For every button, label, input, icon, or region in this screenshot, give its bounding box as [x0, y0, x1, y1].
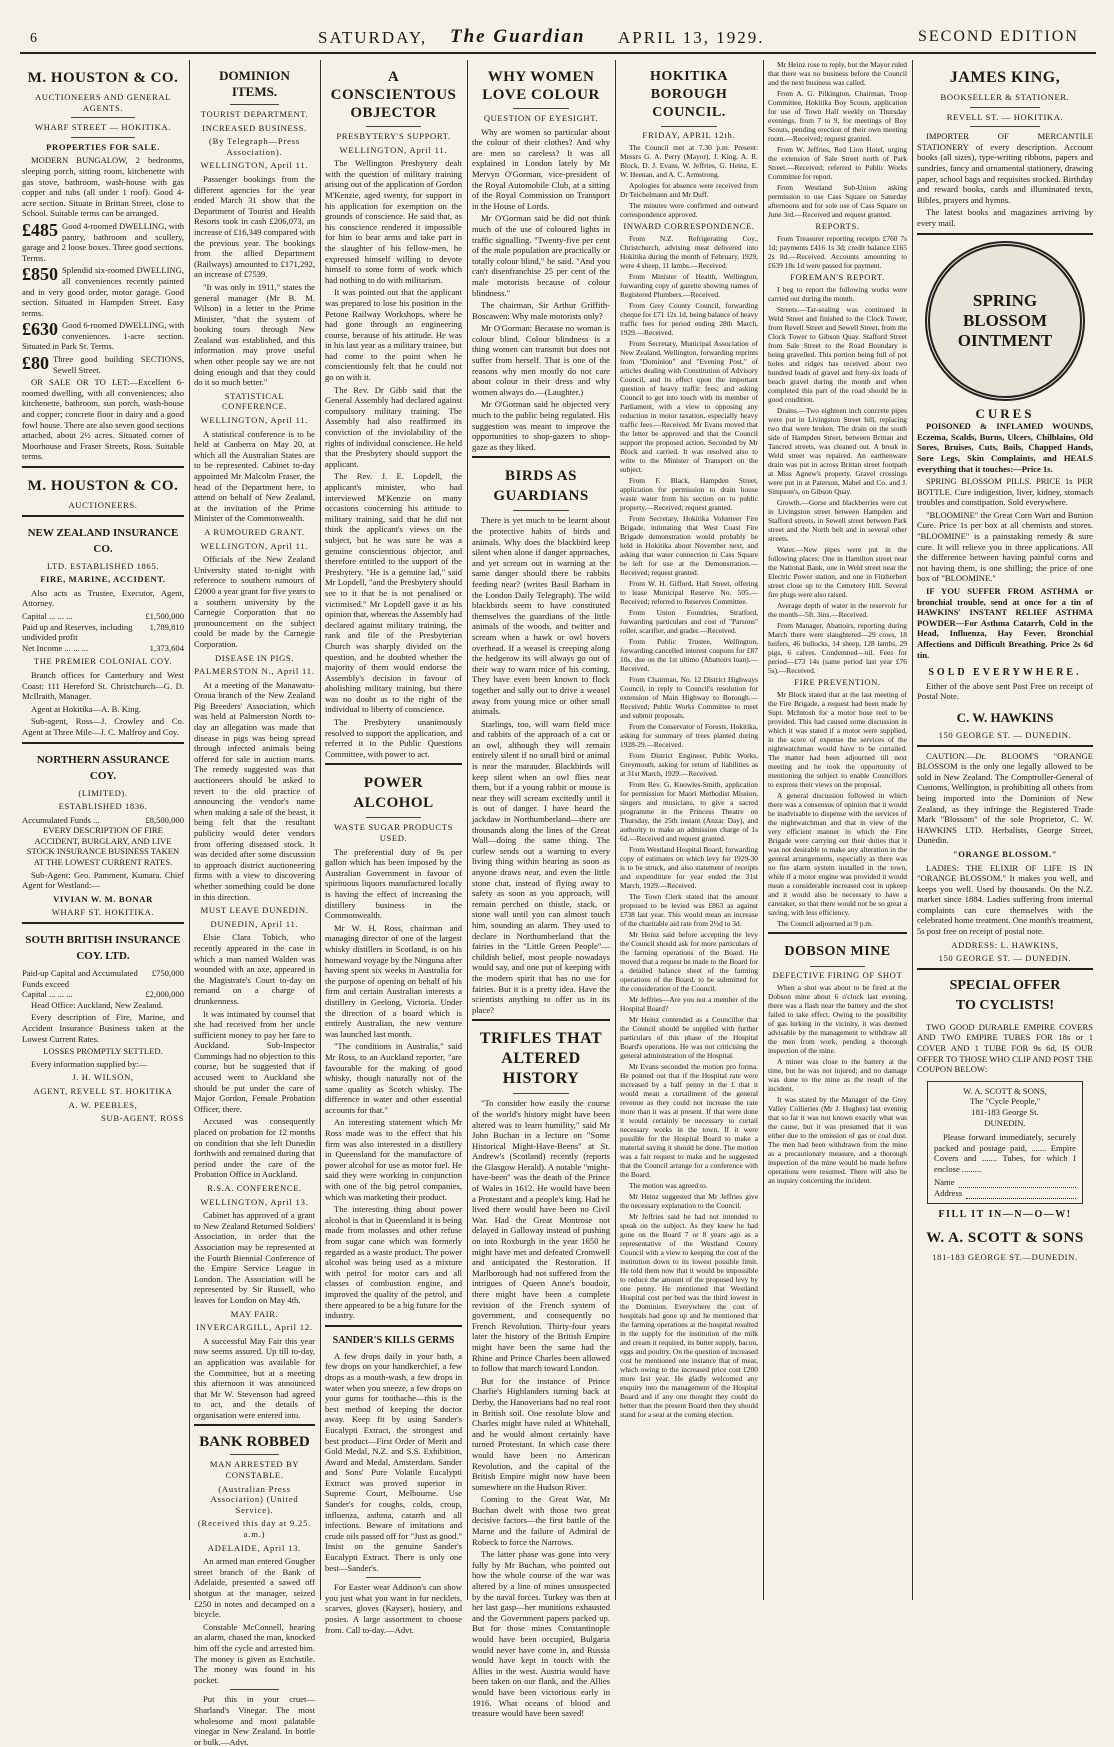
article-paragraph: Streets.—Tar-sealing was continued in Weld Street and finished to the Clock Tower, from Revell Street and Sewell Street, from the Clock Tower to Gibson Quay. Stafford Street from Sale Street to the Road Boundary is being gravelled. This portion being full of pot holes and ridges has received about two hundred loads of gravel and forty-six loads of beach gravel during the month and when completed this part of the road should be in good condition.	[768, 305, 907, 404]
advertiser-heading: M. HOUSTON & CO.	[27, 478, 179, 494]
finance-row: Accumulated Funds ... £8,500,000	[22, 814, 184, 825]
dateline: WELLINGTON, April 11.	[200, 540, 309, 551]
article-paragraph: Mr Jeffries—Are you not a member of the Hospital Board?	[620, 995, 758, 1013]
divider	[661, 126, 716, 127]
dateline: WELLINGTON, April 11.	[200, 160, 309, 171]
article-paragraph: A miner was close to the battery at the time, but he was not injured; and no damage was done to the mine as the result of the incident.	[768, 1057, 907, 1093]
advertiser-heading: W. A. SCOTT & SONS	[926, 1230, 1084, 1247]
advert-text: "BLOOMINE" the Great Corn Wart and Bunion Cure. Price 1s per box at all chemists and stores. "BLOOMINE" is a painstaking remedy & sure cure. It will relieve you in three applications. All the difference between having painful corns and not having them, is one shilling; the price of one box of "BLOOMINE."	[917, 509, 1093, 584]
advert-text: Branch offices for Canterbury and West Coast: 111 Hereford St. Christchurch—G. D. McIlraith, Manager.	[22, 669, 184, 702]
divider	[472, 1019, 610, 1021]
divider	[366, 126, 421, 127]
article-paragraph: From Secretary, Hokitika Volunteer Fire Brigade, intimating that West Coast Fire Brigade demonstration would probably be held in Hokitika about November next, and asking that water connection in Cass Square be left for use at the Demonstration.—Received; request granted.	[620, 514, 758, 577]
divider	[513, 1093, 568, 1094]
masthead-day: SATURDAY,	[318, 28, 428, 47]
agent-name: A. W. PEEBLES,	[68, 1099, 138, 1110]
article-paragraph: From Westland Hospital Board, forwarding copy of estimates on which levy for 1929-30 is to be struck, and also statement of receipts and expenditure for year ended the 31st March, 1929.—Received.	[620, 845, 758, 890]
property-price: £630	[22, 319, 58, 340]
article-paragraph: Mr O'Gorman: Because no woman is colour blind. Colour blindness is a thing women can transmit but does not suffer from herself. That is one of the reasons why men mostly do not care about colour in their dress and why women always do.—(Laughter.)	[472, 323, 610, 397]
article-headline: HOKITIKA BOROUGH COUNCIL.	[650, 69, 728, 120]
advert-text: IF YOU SUFFER FROM ASTHMA or bronchial trouble, send at once for a tin of HAWKINS' INSTANT RELIEF ASTHMA POWDER—For Asthma Catarrh, Cold in the Head, Influenza, Hay Fever, Bronchial Affections and Difficult Breathing. Price 2s 6d tin.	[917, 586, 1093, 660]
article-paragraph: The interesting thing about power alcohol is that in Queensland it is being made from molasses and other refuse from sugar cane which was formerly regarded as a waste product. The power alcohol was being used as a mixture with petrol for motor cars and all classes of combustion engine, and improved the quality of the petrol, and there appeared to be a big future for the industry.	[325, 1204, 462, 1321]
article-paragraph: Elsie Clara Tobich, who recently appeared in the case in which a man named Walden was wounded with an axe, appeared in the Magistrate's Court to-day on remand on a charge of drunkenness.	[194, 932, 315, 1006]
subhead: DISEASE IN PIGS.	[214, 652, 295, 663]
property-listing: Good 4-roomed DWELLING, with pantry, bathroom and scullery, garage and 2 loose boxes. Three good sections. Terms.	[22, 220, 184, 263]
article-paragraph: The Council adjourned at 9 p.m.	[777, 919, 873, 928]
advert-text: Sub-agent, Ross—J. Crowley and Co. Agent at Three Mile—J. C. Malfroy and Coy.	[22, 716, 184, 737]
advert-text: ADDRESS: L. HAWKINS,	[951, 939, 1059, 950]
article-paragraph: From District Engineer, Public Works, Greymouth, asking for return of liabilities as at 31st March, 1929.—Received.	[620, 751, 758, 778]
agent-address: SUB-AGENT. ROSS	[101, 1113, 184, 1124]
divider	[513, 510, 568, 511]
advert-text: THE PREMIER COLONIAL COY.	[33, 656, 173, 667]
article-paragraph: From Manager, Abattoirs, reporting during March there were slaughtered—29 cows, 18 heifers, 46 bullocks, 14 sheep, 128 lambs, 29 pigs, 6 calves. Condemned—nil. Fees for period—£73 14s (same period last year £76 5s).—Received.	[768, 621, 907, 675]
coupon-name-field[interactable]: Name	[934, 1177, 1076, 1188]
advert-text: CAUTION.—Dr. BLOOM'S "ORANGE BLOSSOM is the only one legally allowed to be sold in New Zealand. The Comptroller-General of Customs, Wellington, is prohibiting all others from being imported into the Dominion of New Zealand, as they infringe the Registered Trade Mark "Blossom" of the sole Proprietor, C. W. HAWKINS LTD. Herbalists, George Street, Dunedin.	[917, 750, 1093, 846]
article-paragraph: From W. Jeffries, Red Lion Hotel, urging the extension of Sale Street north of Park Street.—Received; referred to Public Works Committee for report.	[768, 145, 907, 181]
advertiser-subtitle: AUCTIONEERS.	[68, 500, 138, 510]
subhead: FOREMAN'S REPORT.	[790, 272, 885, 282]
article-paragraph: Mr O'Gorman said he objected very much to the public being regulated. His suggestion was meant to improve the opportunities to shop-gazers to shop-gaze as they liked.	[472, 399, 610, 452]
property-listing: Splendid six-roomed DWELLING, all conveniences recently painted and in very good order, motor garage. Good section. Situated in Hampden Street. Easy terms.	[22, 265, 184, 318]
article-paragraph: The Rev. J. E. Lopdell, the applicant's minister, who had interviewed M'Kenzie on many occasions concerning his attitude to military training, said that he did not think the applicant's views on the subject, but he was sure he was a genuine conscientious objector, and therefore entitled to the support of the Presbytery. "He is a genuine lad," said Mr Lopdell, "and the Presbytery should see to it that he is not penalised or victimised." Mr Lopdell gave it as his opinion that, whereas the Assembly had declared against military training, the rank and file of the Presbyterian Church was sharply divided on the question, and he doubted whether the majority of them would endorse the Assembly's decision in favour of abolishing military training, but there was no doubt as to the right of the individual to liberty of conscience.	[325, 471, 462, 715]
advert-headline: SPECIAL OFFER TO CYCLISTS!	[949, 977, 1061, 1013]
column-divider	[912, 60, 913, 1600]
advert-text: TWO GOOD DURABLE EMPIRE COVERS AND TWO EMPIRE TUBES FOR 18s or 1 COVER AND 1 TUBE FOR 9s 6d, IS OUR OFFER TO THOSE WHO CLIP AND POST THE COUPON BELOW:	[917, 1021, 1093, 1075]
article-paragraph: Mr O'Gorman said he did not think much of the use of coloured lights in traffic signalling. "Twenty-five per cent of the male population are practically or totally colour blind," he said. "And you can't disenfranchise 25 per cent of the male motorists because of colour blindness."	[472, 213, 610, 298]
advertiser-subtitle: BOOKSELLER & STATIONER.	[940, 92, 1070, 102]
article-headline: DOMINION ITEMS.	[219, 68, 290, 99]
advert-text: For Easter wear Addison's can show you just what you want in fur necklets, scarves, gloves (Kayser), hosiery, and posies. A large assortment to choose from. Call to-day.—Advt.	[325, 1582, 462, 1635]
subhead: INWARD CORRESPONDENCE.	[623, 221, 755, 231]
page-number: 6	[30, 31, 39, 46]
divider	[71, 117, 136, 118]
article-paragraph: Coming to the Great War, Mr Buchan dwelt with those two great decisive factors—the first battle of the Marne and the failure of Admiral de Robeck to force the Narrows.	[472, 1494, 610, 1547]
subhead: MAY FAIR.	[230, 1308, 279, 1319]
article-paragraph: "It was only in 1911," states the general manager (Mr B. M. Wilson) in a letter to the Prime Minister, "that the system of booking tours through New Zealand was established, and this information may prove useful when other people say we are not doing enough and that they could do it so much better."	[194, 281, 315, 388]
divider	[810, 966, 866, 967]
agent-name: J. H. WILSON,	[72, 1072, 134, 1083]
advert-text: IMPORTER OF MERCANTILE STATIONERY of every description. Account books (all sizes), type-writing ribbons, papers and sundries, fancy and ornamental stationery, drawing paper, school bags and requisites stocked. Birthday and reward books, cards and illuminated texts, Bibles, prayers and hymns.	[917, 131, 1093, 205]
article-paragraph: Accused was consequently placed on probation for 12 months on condition that she left Dunedin forthwith and remained during that period under the care of the Probation Office in Auckland.	[194, 1116, 315, 1180]
subhead: STATISTICAL CONFERENCE.	[221, 390, 288, 412]
divider	[71, 137, 136, 138]
property-price: £80	[22, 353, 49, 374]
article-headline: A CONSCIENTOUS OBJECTOR	[330, 69, 457, 121]
dateline: WELLINGTON, April 11.	[339, 144, 448, 155]
finance-row: Net Income ... ... ... 1,373,604	[22, 642, 184, 653]
article-paragraph: It was intimated by counsel that she had received from her uncle sufficient money to pay her fare to Auckland. Sub-Inspector Cummings had no objection to this course, but he suggested that if accused went to Auckland she should be put under the care of Major Gordon, Female Probation Officer, there.	[194, 1008, 315, 1114]
advert-text: LOSSES PROMPTLY SETTLED.	[43, 1046, 163, 1057]
divider	[472, 456, 610, 458]
masthead	[0, 0, 1114, 58]
divider	[366, 1577, 421, 1578]
article-paragraph: From Chairman, No. 12 District Highways Council, in reply to Council's resolution for extension of Main Highway to Borough.—Received; Public Works Committee to meet and submit proposals.	[620, 675, 758, 720]
article-paragraph: It was stated by the Manager of the Grey Valley Collieries (Mr J. Hughes) last evening that so far it was not known exactly what was the cause, but it was presumed that it was either due to the omission of gas or coal dust. The men had been withdrawn from the mine as a precautionary measure, and a thorough inspection of the mine would be made before operations were resumed. There will also be an inquiry concerning the incident.	[768, 1095, 907, 1185]
advertiser-heading: JAMES KING,	[949, 69, 1061, 86]
article-headline: DOBSON MINE	[784, 944, 891, 959]
article-paragraph: The minutes were confirmed and outward correspondence approved.	[620, 201, 758, 219]
coupon-address: The "Cycle People,"	[969, 1096, 1041, 1107]
coupon-box[interactable]	[927, 1081, 1083, 1204]
article-paragraph: The latter phase was gone into very fully by Mr Buchan, who pointed out how the whole course of the war was altered by a line of mines unsuspected by the naval forces. Turkey was then at her last gasp—her munitions exhausted and the Government papers packed up. But for those mines Constantinople would have been occupied, Bulgaria would never have come in, and Russia would have kept in touch with the Allies in the west. Austria would have been taken on our flank, and the Allies would have been victorious early in 1916. What oceans of blood and treasure would have been saved!	[472, 1549, 610, 1719]
advert-headline: SANDER'S KILLS GERMS	[332, 1334, 455, 1346]
article-paragraph: The Council met at 7.30 p.m. Present: Messrs G. A. Perry (Mayor), J. King, A. R. Block, D. J. Evans, W. Jeffries, G. Heinz, E. W. Heenan, and A. C. Armstrong.	[620, 143, 758, 179]
article-paragraph: Constable McConnell, hearing an alarm, chased the man, knocked him off the cycle and arrested him. The money is given as Estchstile. The money was found in his pocket.	[194, 1621, 315, 1685]
article-paragraph: From Westland Sub-Union asking permission to use Cass Square on Saturday afternoons and for sole use of Cass Square on June 3rd.—Received and request granted.	[768, 183, 907, 219]
column-3-articles	[325, 60, 462, 1635]
divider	[970, 107, 1040, 108]
advert-text: A few drops daily in your bath, a few drops on your handkerchief, a few drops as a mouth-wash, a few drops in water when you sneeze, a few drops on your gums for toothache—this is the best method of keeping the doctor away. Keep fit by using Sander's Eucalypti Extract, the strongest and best product—First Order of Merit and Gold Medal, N.Z. and S.S. Exhibition, Award and Medal, Amsterdam. Sander and Sons' Pure Volatile Eucalypti Extract was proved superior in Supreme Court, Melbourne. Use Sander's for coughs, colds, croup, influenza, asthma, catarrh and all infections. Beware of imitations and crude oils passed off for "Just as good." Insist on the genuine Sander's Eucalypti Extract. There is only one best—Sander's.	[325, 1350, 462, 1573]
article-paragraph: There is yet much to be learnt about the protective habits of birds and animals. Why does the blackbird keep silent when alone if danger approaches, and yet scream out in warning at the same danger should there be rabbits feeding near? (writes Basil Barham in the London Daily Telegraph). The wild blackbirds seem to have constituted themselves the guardians of the little animals of the woods, and twitter and scream when a hawk or owl hovers overhead. If a weasel is creeping along the hedgerow its will always go out of their way to warn mice of his coming. They have even been known to flock together and sally out to drive a weasel away from young mice or other small animals.	[472, 515, 610, 717]
article-headline: BANK ROBBED	[199, 1434, 310, 1451]
subhead: A RUMOURED GRANT.	[204, 526, 305, 537]
divider	[513, 108, 568, 109]
advert-text: Agent at Hokitika—A. B. King.	[31, 703, 142, 714]
finance-row: Capital ... ... ... £1,500,000	[22, 610, 184, 621]
advertiser-heading: SOUTH BRITISH INSURANCE COY. LTD.	[25, 934, 181, 963]
advertiser-address: WHARF STREET — HOKITIKA.	[35, 122, 171, 133]
agent-address: WHARF ST. HOKITIKA.	[51, 907, 155, 918]
article-paragraph: From N.Z. Refrigerating Coy., Christchurch, advising meat delivered into Hokitika during the month of February, 1929, were 4 sheep, 11 lambs.—Received.	[620, 234, 758, 270]
article-paragraph: From Rev. G. Knowles-Smith, application for permission for Maori Methodist Mission, singers and musicians, to give a sacred programme in the Princess Theatre on Thursday, the 25th instant (Anzac Day), and authority to make an admission charge of 1s 6d.—Received and request granted.	[620, 780, 758, 843]
property-listing: OR SALE OR TO LET:—Excellent 6-roomed dwelling, with all conveniences; also kitchenette, bathroom, sun porch, wash-house and copper; concrete floor in dairy and a good fowl house. There are also seven good sections attached, about 2½ acres. Situated corner of Moorhouse and Fraser Streets, Ross. Suitable terms.	[22, 377, 184, 462]
article-headline: WHY WOMEN LOVE COLOUR	[482, 69, 600, 103]
advert-text: Sub-Agent: Geo. Pamment, Kumara. Chief Agent for Westland:—	[22, 869, 184, 891]
byline: (Australian Press Association) (United Service).	[210, 1483, 299, 1515]
subhead: INCREASED BUSINESS.	[202, 122, 307, 133]
property-price: £850	[22, 264, 58, 285]
subhead: DEFECTIVE FIRING OF SHOT	[772, 970, 903, 980]
article-paragraph: But for the instance of Prince Charlie's Highlanders turning back at Derby, the Hanoverians had no real root in British soil. One resolute blow and Charles might have ruled at Whitehall, and he would almost certainly have turned Protestant. In which case there would have been no American Revolution, and the capital of the British Empire might now have been somewhere on the Hudson River.	[472, 1375, 610, 1492]
advertiser-address: 150 GEORGE ST. — DUNEDIN.	[938, 953, 1072, 964]
divider	[22, 742, 184, 744]
article-paragraph: Mr Block stated that at the last meeting of the Fire Brigade, a request had been made by Supt. McIntosh for a motor hose reel to be provided. This had caused some discussion in which it was stated if a motor were supplied, in the score of expense the services of the nightwatchman would have to be curtailed. The matter had been adjourned till next meeting and he took the opportunity of mentioning the subject to enable Councillors to express their views on the proposal.	[768, 690, 907, 789]
coupon-address: W. A. SCOTT & SONS,	[963, 1085, 1047, 1096]
coupon-text: Please forward immediately, securely packed and postage paid, ....... Empire Covers and ....... Tubes, for which I enclose .........	[934, 1132, 1076, 1174]
divider	[325, 1325, 462, 1327]
advert-text: The latest books and magazines arriving by every mail.	[917, 207, 1093, 228]
article-paragraph: Why are women so particular about the colour of their clothes? And why are men so careless? It was all explained in London lately by Mr Mervyn O'Gorman, vice-president of the Royal Automobile Club, at a sitting of the Royal Commission on Transport in the House of Lords.	[472, 126, 610, 211]
article-paragraph: The Town Clerk stated that the amount proposed to be levied was £863 as against £738 last year. This would mean an increase of the charitable aid rate from 2½d to 3d.	[620, 892, 758, 928]
finance-row: Capital ... ... ... £2,000,000	[22, 989, 184, 1000]
advertiser-heading: NORTHERN ASSURANCE COY.	[36, 753, 170, 782]
article-paragraph: Mr Jeffries said he had not intended to speak on the subject. As they knew he had gone on the Board 7 or 8 years ago as a representative of the Westland County Council with a view to keeping the cost of the institution down to its lowest possible limit. He told them now that it would be impossible to reduce the amount of the proposed levy by one penny. He mentioned that Westland Hospital cost per bed was the third lowest in the Dominion. Everywhere the cost of hospitals had gone up and he mentioned that the farming operations at the hospital resulted in the supply for the institution of the milk and cream it required, its butter supply, bacon, eggs and poultry. On the question of increased cost he mentioned one instance that of meat, which owing to the increased price cost £200 more last year. He gladly welcomed any enquiry into the management of the Hospital Board and if any one thought they could do better than the present Board then they should stand for a seat at the coming election.	[620, 1212, 758, 1419]
byline: (Received this day at 9.25. a.m.)	[197, 1518, 312, 1540]
coupon-address-field[interactable]: Address	[934, 1188, 1076, 1199]
article-paragraph: From Union Foundries, Stratford, forwarding particulars and cost of "Parsons" roller, scarifier, and grader.—Received.	[620, 608, 758, 635]
subhead: QUESTION OF EYESIGHT.	[483, 113, 599, 123]
advert-text: Either of the above sent Post Free on receipt of Postal Note.	[917, 680, 1093, 702]
article-paragraph: Mr Heinz rose to reply, but the Mayor ruled that there was no business before the Council and the next business was called.	[768, 60, 907, 87]
advertiser-subtitle: (LIMITED).	[78, 787, 128, 798]
article-paragraph: The Rev. Dr Gibb said that the General Assembly had declared against compulsory military training. The Assembly had also reaffirmed its conviction of the inviolability of the rights of individual conscience. He held that the Presbytery should support the applicant.	[325, 384, 462, 469]
property-listing: MODERN BUNGALOW, 2 bedrooms, sleeping porch, sitting room, kitchenette with gas stove, bathroom, wash-house with gas copper and tubs (all under 1 roof). Good 4-acre section. Situate in Brittan Street, close to School. Suitable terms can be arranged.	[22, 155, 184, 219]
coupon-address: DUNEDIN.	[984, 1117, 1026, 1128]
article-paragraph: From Minister of Health, Wellington, forwarding copy of gazette showing names of Registered Plumbers.—Received.	[620, 272, 758, 299]
newspaper-title: The Guardian	[450, 26, 586, 47]
finance-row: Paid up and Reserves, including undivided profit 1,789,810	[22, 621, 184, 643]
section-label: PROPERTIES FOR SALE.	[46, 141, 160, 152]
article-paragraph: The Presbytery unanimously resolved to support the application, and referred it to the Public Questions Committee, with power to act.	[325, 717, 462, 759]
subhead: FIRE PREVENTION.	[794, 677, 881, 687]
advertiser-subtitle: ESTABLISHED 1836.	[58, 801, 148, 812]
subhead: MUST LEAVE DUNEDIN.	[200, 905, 309, 916]
advert-text: POISONED & INFLAMED WOUNDS, Eczema, Scalds, Burns, Ulcers, Chilblains, Old Sores, Bruises, Cuts, Boils, Chapped Hands, Sore Legs, Skin Complaints, and HEALS everything that it touches:—Price 1s.	[917, 421, 1093, 474]
seal-text: SPRING BLOSSOM OINTMENT	[957, 290, 1053, 350]
advert-headline: CURES	[975, 405, 1035, 421]
article-paragraph: From F. Black, Hampden Street, application for permission to drain house waste water from his section on to public property.—Received; request granted.	[620, 476, 758, 512]
property-listing: Three good building SECTIONS, Sewell Street.	[53, 354, 184, 375]
divider	[768, 932, 907, 934]
article-paragraph: Mr Heinz said before accepting the levy the Council should ask for more particulars of the farming operations of the Board. He moved that a request be made to the Board for a detailed balance sheet of the farming operations of the Board, to be submitted for the consideration of the Council.	[620, 930, 758, 993]
article-paragraph: From Treasurer reporting receipts £760 7s 1d; payments £416 1s 3d; credit balance £165 2s 8d.—Received. Accounts amounting to £639 18s 1d were passed for payment.	[768, 234, 907, 270]
advert-text: Head Office: Auckland, New Zealand.	[31, 999, 164, 1010]
article-paragraph: Cabinet has approved of a grant to New Zealand Returned Soldiers' Association, in order that the Association may be represented at the Fourth Biennial Conference of the Empire Service League in London. The Association will be represented by Sir Russell, who leaves for London on May 4th.	[194, 1210, 315, 1305]
subhead: REPORTS.	[815, 221, 860, 231]
divider	[366, 817, 421, 818]
article-paragraph: When a shot was about to be fired at the Dobson mine about 6 o'clock last evening, there was a flash near the battery and the shot failed to take effect. Owing to the possibility of gas lurking in the vicinity, it was deemed advisable by the management to withdraw all the men from work, pending a thorough inspection of the mine.	[768, 983, 907, 1055]
divider	[970, 126, 1040, 127]
article-paragraph: Mr Heinz suggested that Mr Jeffries give the necessary explanation to the Council.	[620, 1192, 758, 1210]
agent-address: AGENT, REVELL ST. HOKITIKA	[33, 1085, 173, 1096]
coupon-address: 181-183 George St.	[971, 1107, 1039, 1117]
advert-text: Every description of Fire, Marine, and Accident Insurance Business taken at the Lowest Current Rates.	[22, 1012, 184, 1044]
advert-text: Also acts as Trustee, Executor, Agent, Attorney.	[22, 587, 184, 609]
article-paragraph: From the Conservator of Forests, Hokitika, asking for summary of trees planted during 1928-29.—Received.	[620, 722, 758, 749]
article-paragraph: "The conditions in Australia," said Mr Ross, to an Auckland reporter, "are favourable for the making of good whisky, though naturally not of the same quality as Scotch whisky. The difference in water and other essential accounts for that."	[325, 1041, 462, 1115]
article-paragraph: Drains.—Two eighteen inch concrete pipes were put in Livingston Street hill, replacing two that were broken. The drain on the south side of Hampden Street, between Brittan and Tancred streets, was cleaned out. A break in Weld street was repaired. An earthenware drain was put in across Brittan street footpath at Miss Agnew's property. Gravel crossings were put in at Paterson, Mabel and Co. and J. Simpson's, on Gibson Quay.	[768, 406, 907, 496]
advertiser-subtitle: AUCTIONEERS AND GENERAL AGENTS.	[34, 92, 172, 113]
article-paragraph: From W. H. Gifford, Hall Street, offering to lease Municipal Reserve No. 505.—Received; referred to Reserves Committee.	[620, 579, 758, 606]
edition-label: SECOND EDITION	[918, 28, 1079, 45]
dateline: PALMERSTON N., April 11.	[194, 666, 315, 677]
advert-text: LADIES: THE ELIXIR OF LIFE IS IN "ORANGE BLOSSOM." It makes you well, and keeps you well. Used by thousands. On the N.Z. market since 1884. Ladies suffering from internal complaints can cure themselves with the celebrated home treatment. One month's treatment, 5s post free on receipt of postal note.	[917, 862, 1093, 937]
article-paragraph: "To consider how easily the course of the world's history might have been altered was to learn humility," said Mr John Buchan in a lecture on "Some Historical Might-Have-Beens" at St. Andrew's (Scotland) recently (reports the Glasgow Herald). A notable "might-have-been" was the death of the Prince of Wales in 1612. He would have been a Protestant and a people's king. Had he lived there would have been no Civil War. Had the Great Montrose not delayed in Galloway instead of pushing on into Roxburgh in the year 1650 he might have met and defeated Cromwell and anticipated the Restoration. If Marlborough had not suffered from the intrigues of Queen Anne's boudoir, there might have been a complete revision of the French system of government, and consequently no French Revolution. Thirty-four years later the history of the British Empire might have been the same had the Rhine and Prince Charles been allowed to follow that march toward London.	[472, 1098, 610, 1374]
divider	[22, 922, 184, 924]
advertiser-subtitle: FIRE, MARINE, ACCIDENT.	[40, 574, 166, 585]
column-divider	[189, 60, 190, 1600]
advertiser-heading: NEW ZEALAND INSURANCE CO.	[27, 526, 179, 555]
column-7-advertisements	[917, 60, 1093, 1600]
article-paragraph: Passenger bookings from the different agencies for the year ended March 31 show that the Department of Tourist and Health Resorts took in cash £206,073, an increase of £16,349 compared with the previous year. The bookings from the allied Department (Railways) amounted to £171,292, an increase of £7539.	[194, 173, 315, 280]
subhead: R.S.A. CONFERENCE.	[207, 1183, 302, 1193]
article-paragraph: Officials of the New Zealand University stated to-night with reference to southern rumours of £2000 a year grant for five years to a southern university by the Carnegie Corporation that no pronouncement on the subject could be made by the Carnegie Corporation.	[194, 554, 315, 649]
article-paragraph: A statistical conference is to be held at Canberra on May 20, at which all the Australian States are to be represented. Cabinet to-day appointed Mr Malcolm Fraser, the head of the Department here, to attend on behalf of New Zealand, at the invitation of the Prime Minister of the Commonwealth.	[194, 428, 315, 524]
column-divider	[763, 60, 764, 1600]
article-paragraph: Starlings, too, will warn field mice and rabbits of the approach of a cat or an owl, although they will remain entirely silent if no small bird or animal is near the marauder. Blackbirds will keep silent when an owl flies near them, but if a young rabbit or mouse is near they will scream excitedly until it is out of danger. I have heard the jackdaw in Northumberland—there are thousands along the lines of the Great Wall—doing the same thing. The curlew sends out a warning to every living thing within hearing as soon as anyone draws near, and even the little stone chat, instead of flying away to safety as soon as you approach, will remain perched on thistle, stack, or stone wall until you can almost touch him, sounding an alarm. They used to declare in Northumberland that the fairies in the "Little Green People"—childish belief, most people nowadays would say, and one put of keeping with the modern spirit that has no use for fairies. But it is a pretty idea. Have the scientists anything to offer us in its place?	[472, 718, 610, 1015]
property-price: £485	[22, 219, 58, 240]
subhead: WASTE SUGAR PRODUCTS USED.	[334, 822, 453, 844]
advert-text: Every information supplied by:—	[31, 1058, 148, 1069]
article-paragraph: The preferential duty of 9s per gallon which has been imposed by the Australian Government in favour of spirituous liquors manufactured locally is having the effect of increasing the distillery business in the Commonwealth.	[325, 846, 462, 921]
article-paragraph: The Wellington Presbytery dealt with the question of military training arising out of the application of Gordon M'Kenzie, aged twenty, for support in his application for exemption on the grounds of conscience. He said that, as his conscience rendered it impossible for him to bear arms and take part in the slaughter of his fellow-men, he expressed himself willing to devote himself to some form of work which had nothing to do with militarism.	[325, 158, 462, 285]
divider	[22, 515, 184, 517]
article-paragraph: A successful May Fair this year now seems assured. Up till to-day, an application was available for the Committee, but at a meeting this afternoon it was announced that Mr W. Stevenson had agreed to act, and the details of organisation were entered into.	[194, 1335, 315, 1420]
advert-headline: FILL IT IN—N—O—W!	[938, 1208, 1072, 1220]
column-2-dominion-items	[194, 60, 315, 1747]
subhead: TOURIST DEPARTMENT.	[200, 109, 309, 119]
divider	[917, 745, 1093, 747]
divider	[917, 968, 1093, 970]
masthead-date: APRIL 13, 1929.	[618, 28, 765, 47]
advertiser-address: REVELL ST. — HOKITIKA.	[946, 111, 1064, 122]
article-paragraph: Mr W. H. Ross, chairman and managing director of one of the largest whisky distillers in Scotland, is on his homeward voyage by the Ninguna after having spent six weeks in Australia for the purpose of opening on behalf of his firm and certain Australian interests a distillery in Geelong, Victoria. Under the direction of a board which is entirely Australian, the new venture was launched last month.	[325, 922, 462, 1039]
article-paragraph: At a meeting of the Manawatu-Oroua branch of the New Zealand Pig Breeders' Association, which was held at Palmerston North to-day an allegation was made that disease in pigs was being spread through infected animals being offered for sale in auction marts. The remedy suggested was that auctioneers should be asked to revert to the old practice of announcing the vendor's name when making a sale of the beast, it being felt that the resultant publicity would deter vendors from offering diseased stock. It was decided after some discussion to approach district auctioneering firms with a view to discovering whether something could be done in this direction.	[194, 679, 315, 902]
property-listing: Good 6-roomed DWELLING, with conveniences. 1-acre section. Situated in Park St. Terms.	[22, 320, 184, 352]
article-headline: POWER ALCOHOL	[353, 775, 434, 812]
dateline: DUNEDIN, April 11.	[210, 918, 299, 929]
divider	[230, 1689, 278, 1690]
article-headline: TRIFLES THAT ALTERED HISTORY	[479, 1030, 603, 1088]
masthead-rule	[20, 52, 1096, 54]
column-divider	[320, 60, 321, 1600]
article-paragraph: Mr Evans seconded the motion pro forma. He pointed out that if the Hospital rate were increased by a half penny in the £ that it would mean a curtailment of the general revenue as they could not increase the rate more than it was at present. If that were done it would certainly be necessary to curtail necessary works in the town. If it were possible for the Hospital Board to make a material saving it should be done. The motion was a fair request to make and he suggested that the Council arrange for a conference with the Board.	[620, 1062, 758, 1179]
divider	[194, 1424, 315, 1426]
ointment-seal-logo	[925, 241, 1085, 401]
article-paragraph: Apologies for absence were received from Dr Teichelmann and Mr Duff.	[620, 181, 758, 199]
article-paragraph: From Public Trustee, Wellington, forwarding cancelled interest coupons for £87 10s, due on the 1st ultimo (Abattoirs loan).—Received.	[620, 637, 758, 673]
advert-headline: "ORANGE BLOSSOM."	[952, 848, 1058, 859]
divider	[917, 233, 1093, 235]
column-divider	[467, 60, 468, 1600]
article-paragraph: The motion was agreed to.	[629, 1181, 708, 1190]
article-paragraph: Growth.—Gorse and blackberries were cut in Livingston street between Hampden and Stafford streets, in Sewell street between Park street and the North belt and in several other streets.	[768, 498, 907, 543]
subhead: MAN ARRESTED BY CONSTABLE.	[209, 1459, 300, 1481]
advertiser-address: 150 GEORGE ST. — DUNEDIN.	[938, 729, 1072, 740]
divider	[22, 466, 184, 468]
column-1-advertisements	[22, 60, 184, 1600]
agent-name: VIVIAN W. M. BONAR	[53, 893, 153, 904]
advert-text: EVERY DESCRIPTION OF FIRE ACCIDENT, BURGLARY, AND LIVE STOCK INSURANCE BUSINESS TAKEN AT THE LOWEST CURRENT RATES.	[26, 825, 180, 868]
article-paragraph: Average depth of water in the reservoir for the month—5ft. 3ins.—Received.	[768, 601, 907, 619]
article-paragraph: From Grey County Council, forwarding cheque for £71 12s 1d, being balance of heavy traffic fees for period ending 28th March, 1929.—Received.	[620, 301, 758, 337]
divider	[230, 1454, 278, 1455]
article-paragraph: It was pointed out that the applicant was prepared to lose his position in the Petone Railway Workshops, where he had gone through an engineering course, because of his attitude. He was in his last year as a military trainee, but had come to the point when he conscientiously felt that he could not go on with it.	[325, 287, 462, 383]
dateline: WELLINGTON, April 11.	[200, 415, 309, 426]
article-headline: BIRDS AS GUARDIANS	[493, 468, 589, 505]
dateline: WELLINGTON, April 13.	[200, 1196, 309, 1207]
article-paragraph: From Secretary, Municipal Association of New Zealand, Wellington, forwarding reprints from "Dominion" and "Evening Post," of articles dealing with Constitution of Advisory Council, and its effect upon the important question of heavy traffic fees; and asking Council to get into touch with its member of Parliament, with a view to opposing any reduction in motor taxation, especially heavy traffic fees.—Received. Mr Evans moved that the letter be approved and that the Council support the proposed action. Seconded by Mr Block and carried. It was resolved also to write to the Minister of Transport on the subject.	[620, 339, 758, 474]
column-4-articles	[472, 60, 610, 1719]
subhead: PRESBYTERY'S SUPPORT.	[336, 131, 451, 141]
advertiser-address: 181-183 GEORGE ST.—DUNEDIN.	[932, 1252, 1078, 1263]
finance-row: Paid-up Capital and Accumulated Funds exceed £750,000	[22, 968, 184, 989]
column-6-council-continued	[768, 60, 907, 1600]
article-paragraph: Water.—New pipes were put in the following places: One in Hamilton street near the National Bank, one in Weld street near the Electric Power station, and one in Fitzherbert street close up to the Cemetery Hill. Several fire plugs were also raised.	[768, 545, 907, 599]
advert-text: SPRING BLOSSOM PILLS. PRICE 1s PER BOTTLE. Cure indigestion, liver, kidney, stomach troubles and constipation. Sold everywhere.	[917, 476, 1093, 508]
article-paragraph: From A. G. Pilkington, Chairman, Troop Committee, Hokitika Boy Scouts, application for use of Town Hall weekly on Thursday evenings, from 7 to 9, for meetings of Boy Scouts, pending erection of their own meeting room.—Received; request granted.	[768, 89, 907, 143]
article-paragraph: An interesting statement which Mr Ross made was to the effect that his firm was also interested in a distillery in Queensland for the manufacture of power alcohol for use as motor fuel. He said they were working in conjunction with one of the big petrol companies, which was marketing their product.	[325, 1117, 462, 1202]
column-divider	[615, 60, 616, 1600]
dateline: FRIDAY, APRIL 12th.	[642, 130, 736, 140]
byline: (By Telegraph—Press Association).	[208, 136, 301, 157]
article-paragraph: Mr Heinz contended as a Councillor that the Council should be supplied with further particulars of this phase of the Hospital Board's operations. He was not criticising the general administration of the Hospital.	[620, 1015, 758, 1060]
advert-text: Put this in your cruet—Sharland's Vinegar. The most wholesome and most palatable vinegar in New Zealand. In bottle or bulk.—Advt.	[194, 1694, 315, 1747]
advertiser-heading: M. HOUSTON & CO.	[27, 70, 179, 86]
article-paragraph: I beg to report the following works were carried out during the month.	[768, 285, 907, 303]
article-paragraph: A general discussion followed in which there was a consensus of opinion that it would be inadvisable to dispense with the services of the nightwatchman and that in view of the very efficient manner in which the Fire Brigade were carrying out their duties that it was not desirable to make any alteration in the general arrangements, especially as there was no fire alarm system installed in the town, while if a motor engine was provided it would mean a considerable increased cost in upkeep and it would also be necessary to have a caretaker, so that there would not be so great a saving, with less efficiency.	[768, 791, 907, 917]
advert-headline: SOLD EVERYWHERE.	[928, 667, 1082, 679]
column-5-borough-council	[620, 60, 758, 1600]
advertiser-subtitle: LTD. ESTABLISHED 1865.	[47, 560, 159, 571]
dateline: ADELAIDE, April 13.	[207, 1542, 302, 1553]
dateline: INVERCARGILL, April 12.	[196, 1322, 313, 1333]
divider	[325, 763, 462, 765]
article-paragraph: The chairman, Sir Arthur Griffith-Boscawen: Why male motorists only?	[472, 300, 610, 321]
advertiser-heading: C. W. HAWKINS	[956, 709, 1054, 725]
article-paragraph: An armed man entered Gougher street branch of the Bank of Adelaide, presented a sawed off shotgun at the manager, seized £250 in notes and decamped on a bicycle.	[194, 1556, 315, 1620]
divider	[230, 104, 278, 105]
